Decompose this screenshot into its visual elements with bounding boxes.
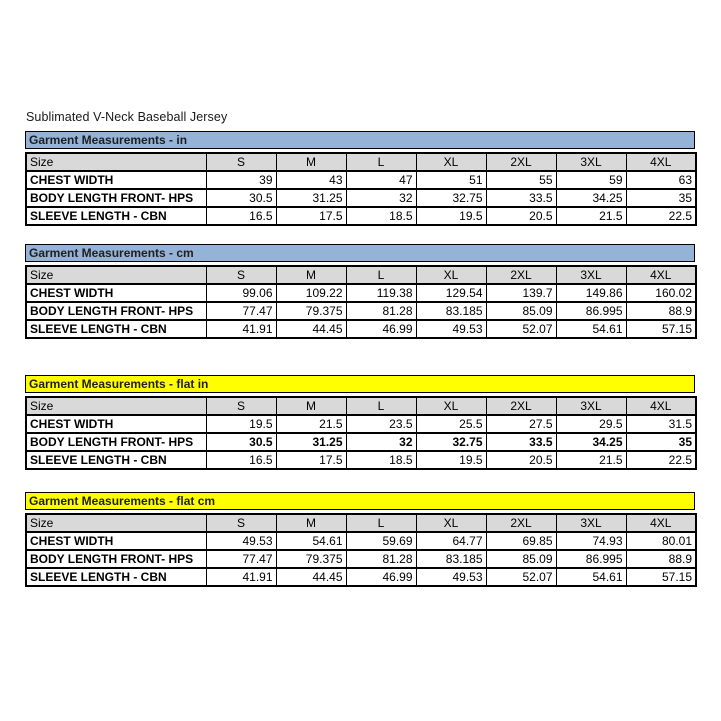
value-cell: 77.47 [206,550,276,568]
value-cell: 49.53 [416,568,486,586]
value-cell: 49.53 [206,532,276,550]
value-cell: 86.995 [556,302,626,320]
size-header-cell: XL [416,514,486,532]
measurements-table-flat-cm [25,513,697,587]
value-cell: 63 [626,171,696,189]
value-cell: 27.5 [486,415,556,433]
value-cell: 99.06 [206,284,276,302]
size-header-label-cell: Size [26,397,206,415]
value-cell: 85.09 [486,550,556,568]
value-cell: 54.61 [276,532,346,550]
table-title: Garment Measurements - flat cm [29,494,216,508]
row-label-cell: SLEEVE LENGTH - CBN [26,207,206,225]
value-cell: 25.5 [416,415,486,433]
value-cell: 43 [276,171,346,189]
value-cell: 44.45 [276,568,346,586]
value-cell: 32 [346,433,416,451]
row-label-cell: BODY LENGTH FRONT- HPS [26,302,206,320]
size-header-cell: XL [416,397,486,415]
size-header-cell: L [346,514,416,532]
value-cell: 85.09 [486,302,556,320]
size-header-cell: M [276,266,346,284]
value-cell: 32 [346,189,416,207]
value-cell: 16.5 [206,451,276,469]
value-cell: 139.7 [486,284,556,302]
value-cell: 21.5 [276,415,346,433]
size-header-cell: M [276,153,346,171]
value-cell: 19.5 [416,207,486,225]
size-header-label-cell: Size [26,153,206,171]
table-row [26,320,696,338]
row-label-cell: CHEST WIDTH [26,171,206,189]
row-label-cell: SLEEVE LENGTH - CBN [26,568,206,586]
size-header-cell: 2XL [486,514,556,532]
value-cell: 54.61 [556,320,626,338]
value-cell: 21.5 [556,451,626,469]
value-cell: 81.28 [346,550,416,568]
value-cell: 83.185 [416,550,486,568]
value-cell: 20.5 [486,207,556,225]
size-header-row [26,397,696,415]
value-cell: 49.53 [416,320,486,338]
size-header-row [26,266,696,284]
table-row [26,550,696,568]
size-header-cell: 4XL [626,397,696,415]
measurements-table-flat-in [25,396,697,470]
tables-container [25,131,695,587]
value-cell: 86.995 [556,550,626,568]
table-title: Garment Measurements - flat in [29,377,209,391]
value-cell: 81.28 [346,302,416,320]
value-cell: 44.45 [276,320,346,338]
value-cell: 129.54 [416,284,486,302]
value-cell: 46.99 [346,320,416,338]
table-title-bar-flat-in [25,375,695,393]
size-header-cell: L [346,153,416,171]
value-cell: 52.07 [486,320,556,338]
value-cell: 35 [626,433,696,451]
row-label-cell: BODY LENGTH FRONT- HPS [26,189,206,207]
value-cell: 31.25 [276,189,346,207]
size-header-label-cell: Size [26,266,206,284]
value-cell: 30.5 [206,189,276,207]
value-cell: 21.5 [556,207,626,225]
value-cell: 22.5 [626,451,696,469]
value-cell: 18.5 [346,451,416,469]
value-cell: 46.99 [346,568,416,586]
value-cell: 41.91 [206,320,276,338]
size-header-cell: 3XL [556,266,626,284]
value-cell: 79.375 [276,302,346,320]
value-cell: 79.375 [276,550,346,568]
value-cell: 34.25 [556,433,626,451]
value-cell: 88.9 [626,550,696,568]
size-header-cell: 3XL [556,153,626,171]
table-title-bar-flat-cm [25,492,695,510]
size-header-cell: L [346,266,416,284]
size-header-cell: 2XL [486,153,556,171]
table-row [26,451,696,469]
page-title: Sublimated V-Neck Baseball Jersey [26,110,228,124]
value-cell: 16.5 [206,207,276,225]
value-cell: 54.61 [556,568,626,586]
value-cell: 51 [416,171,486,189]
value-cell: 41.91 [206,568,276,586]
size-header-label-cell: Size [26,514,206,532]
size-header-cell: M [276,397,346,415]
size-header-cell: 2XL [486,266,556,284]
value-cell: 149.86 [556,284,626,302]
table-row [26,284,696,302]
value-cell: 119.38 [346,284,416,302]
value-cell: 69.85 [486,532,556,550]
value-cell: 74.93 [556,532,626,550]
value-cell: 57.15 [626,568,696,586]
table-row [26,207,696,225]
table-row [26,433,696,451]
size-header-cell: 4XL [626,266,696,284]
size-header-cell: 3XL [556,514,626,532]
value-cell: 18.5 [346,207,416,225]
value-cell: 55 [486,171,556,189]
table-row [26,568,696,586]
value-cell: 88.9 [626,302,696,320]
value-cell: 83.185 [416,302,486,320]
value-cell: 64.77 [416,532,486,550]
table-section-in [25,131,695,226]
value-cell: 47 [346,171,416,189]
value-cell: 34.25 [556,189,626,207]
value-cell: 22.5 [626,207,696,225]
value-cell: 32.75 [416,433,486,451]
size-header-cell: M [276,514,346,532]
size-chart-content [25,110,695,587]
table-row [26,171,696,189]
row-label-cell: BODY LENGTH FRONT- HPS [26,433,206,451]
value-cell: 29.5 [556,415,626,433]
size-header-cell: S [206,266,276,284]
row-label-cell: CHEST WIDTH [26,532,206,550]
size-header-cell: S [206,153,276,171]
size-header-cell: XL [416,153,486,171]
value-cell: 30.5 [206,433,276,451]
row-label-cell: SLEEVE LENGTH - CBN [26,451,206,469]
table-row [26,302,696,320]
value-cell: 19.5 [416,451,486,469]
value-cell: 77.47 [206,302,276,320]
value-cell: 33.5 [486,189,556,207]
size-header-row [26,514,696,532]
measurements-table-in [25,152,697,226]
table-title: Garment Measurements - cm [29,246,194,260]
row-label-cell: CHEST WIDTH [26,415,206,433]
table-row [26,189,696,207]
value-cell: 109.22 [276,284,346,302]
value-cell: 59.69 [346,532,416,550]
size-header-cell: S [206,397,276,415]
row-label-cell: SLEEVE LENGTH - CBN [26,320,206,338]
row-label-cell: BODY LENGTH FRONT- HPS [26,550,206,568]
table-row [26,532,696,550]
value-cell: 17.5 [276,207,346,225]
size-header-cell: 2XL [486,397,556,415]
table-row [26,415,696,433]
table-section-cm [25,244,695,339]
value-cell: 160.02 [626,284,696,302]
value-cell: 31.5 [626,415,696,433]
value-cell: 57.15 [626,320,696,338]
table-section-flat-in [25,375,695,470]
table-title: Garment Measurements - in [29,133,188,147]
table-section-flat-cm [25,492,695,587]
value-cell: 39 [206,171,276,189]
value-cell: 23.5 [346,415,416,433]
value-cell: 35 [626,189,696,207]
measurements-table-cm [25,265,697,339]
size-header-cell: 4XL [626,153,696,171]
value-cell: 20.5 [486,451,556,469]
size-header-cell: XL [416,266,486,284]
value-cell: 80.01 [626,532,696,550]
value-cell: 33.5 [486,433,556,451]
value-cell: 59 [556,171,626,189]
size-header-cell: L [346,397,416,415]
value-cell: 52.07 [486,568,556,586]
table-title-bar-cm [25,244,695,262]
value-cell: 32.75 [416,189,486,207]
size-header-cell: 3XL [556,397,626,415]
value-cell: 19.5 [206,415,276,433]
table-title-bar-in [25,131,695,149]
value-cell: 31.25 [276,433,346,451]
size-header-cell: S [206,514,276,532]
size-header-cell: 4XL [626,514,696,532]
value-cell: 17.5 [276,451,346,469]
size-header-row [26,153,696,171]
row-label-cell: CHEST WIDTH [26,284,206,302]
